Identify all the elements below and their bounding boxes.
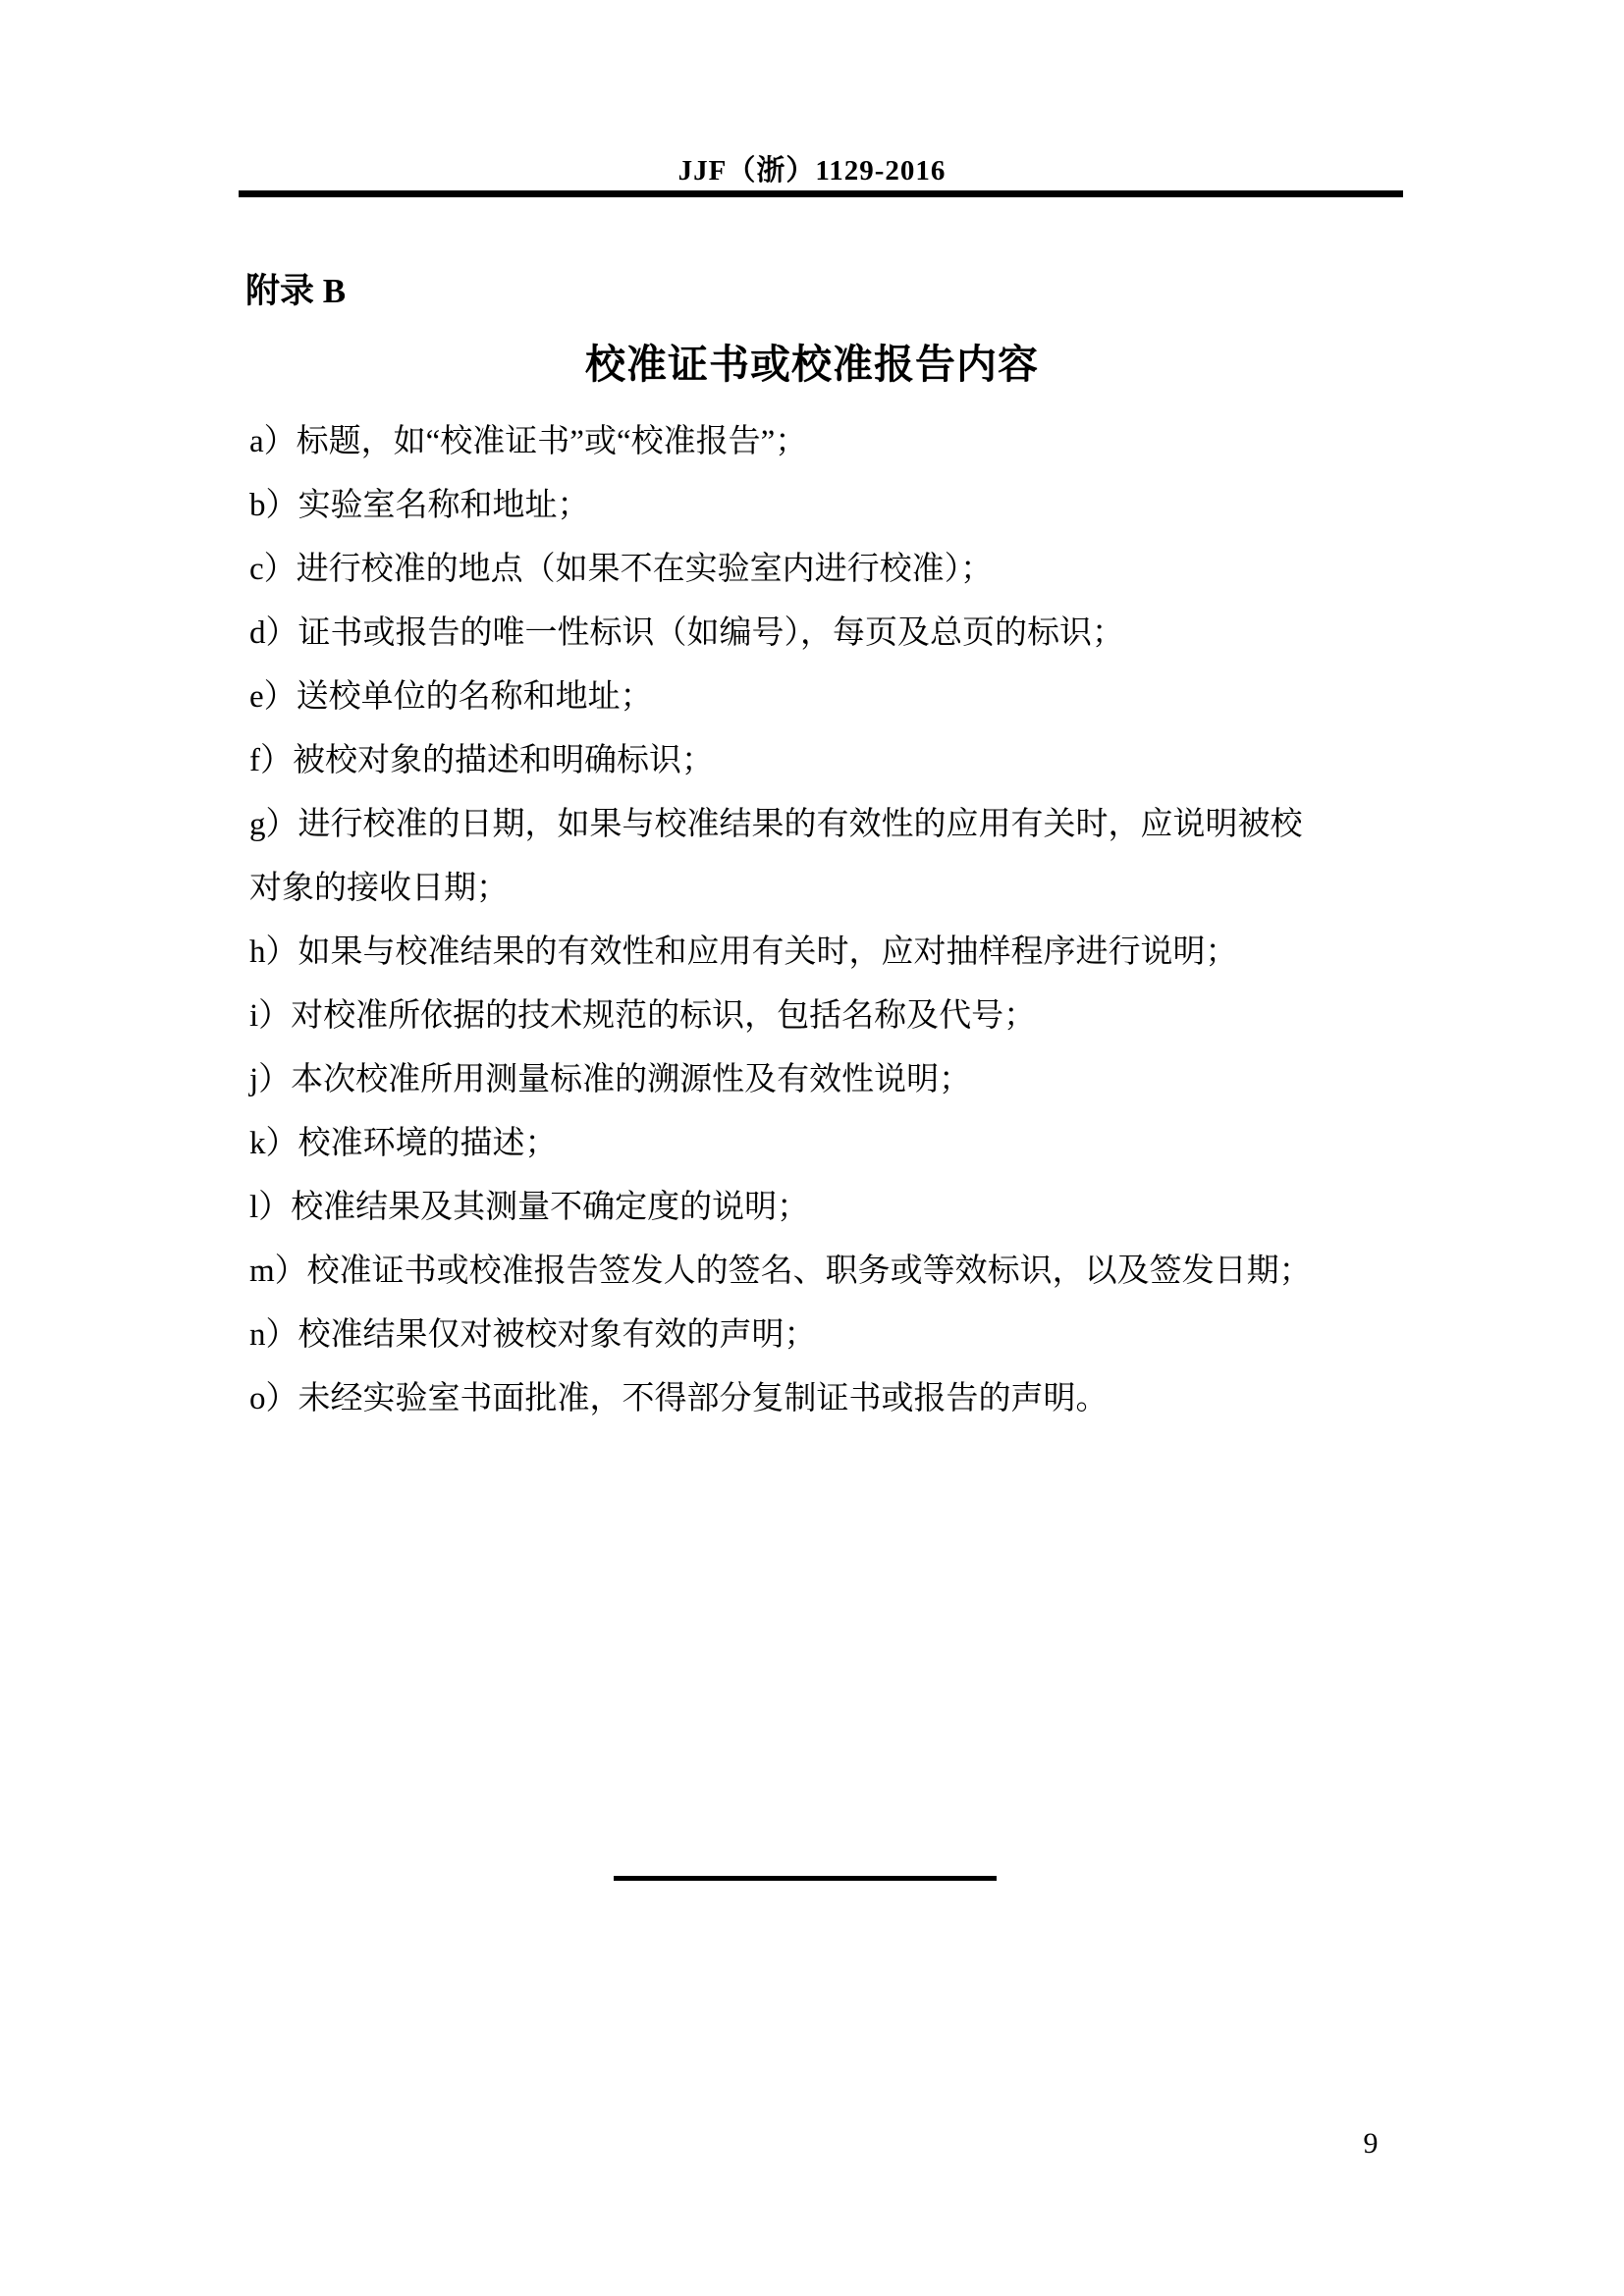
- page-number: 9: [1363, 2127, 1379, 2160]
- list-item-j: j）本次校准所用测量标准的溯源性及有效性说明；: [249, 1062, 972, 1097]
- list-item-n: n）校准结果仅对被校对象有效的声明；: [249, 1317, 817, 1353]
- list-item-a: a）标题，如“校准证书”或“校准报告”；: [249, 424, 808, 459]
- document-title: 校准证书或校准报告内容: [585, 342, 1039, 387]
- list-item-b: b）实验室名称和地址；: [249, 488, 590, 523]
- header-rule: [239, 190, 1403, 197]
- list-item-g-continued: 对象的接收日期；: [249, 871, 509, 906]
- list-item-f: f）被校对象的描述和明确标识；: [249, 743, 714, 778]
- item-list: [249, 410, 1428, 1431]
- appendix-label: 附录 B: [245, 272, 347, 310]
- list-item-h: h）如果与校准结果的有效性和应用有关时，应对抽样程序进行说明；: [249, 934, 1238, 970]
- list-item-d: d）证书或报告的唯一性标识（如编号），每页及总页的标识；: [249, 615, 1124, 651]
- list-item-i: i）对校准所依据的技术规范的标识，包括名称及代号；: [249, 998, 1037, 1034]
- list-item-m: m）校准证书或校准报告签发人的签名、职务或等效标识，以及签发日期；: [249, 1254, 1312, 1289]
- list-item-c: c）进行校准的地点（如果不在实验室内进行校准）；: [249, 552, 994, 587]
- end-of-document-divider: [614, 1876, 997, 1881]
- list-item-l: l）校准结果及其测量不确定度的说明；: [249, 1190, 810, 1225]
- list-item-o: o）未经实验室书面批准，不得部分复制证书或报告的声明。: [249, 1381, 1109, 1416]
- running-header: JJF（浙）1129-2016: [677, 155, 947, 187]
- list-item-e: e）送校单位的名称和地址；: [249, 679, 653, 715]
- list-item-g: g）进行校准的日期，如果与校准结果的有效性的应用有关时，应说明被校: [249, 807, 1303, 842]
- list-item-k: k）校准环境的描述；: [249, 1126, 558, 1161]
